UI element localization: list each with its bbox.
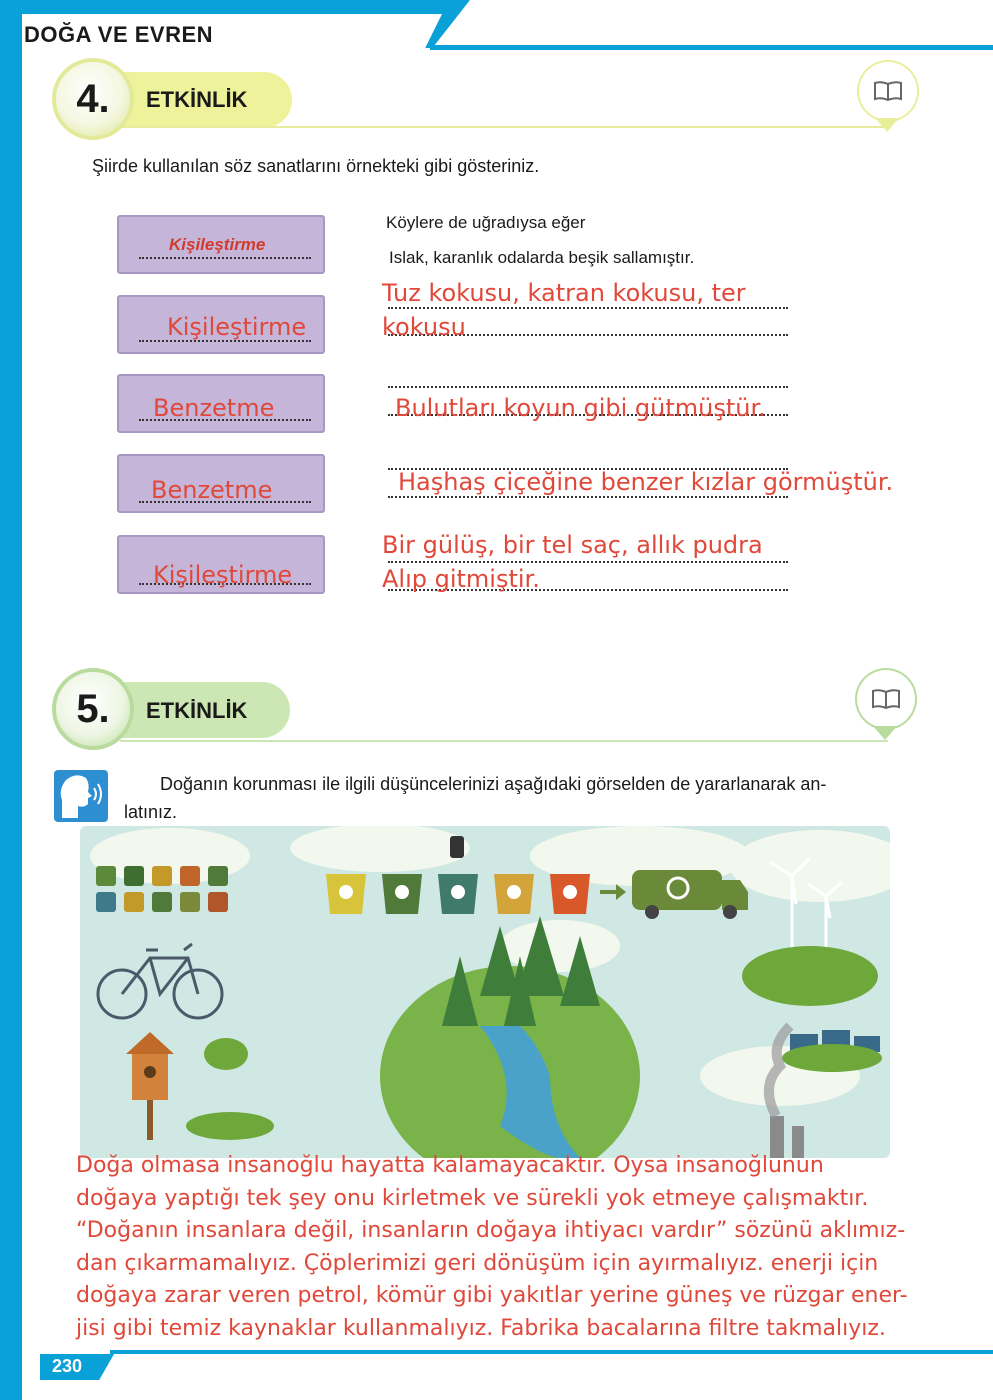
activity-4-number: 4. — [76, 76, 110, 121]
nature-protection-illustration — [80, 826, 890, 1158]
answer-line-6: jisi gibi temiz kaynaklar kullanmalıyız. Fabrika bacalarına filtre takmalıyız. — [76, 1315, 886, 1341]
answer-box-4 — [117, 535, 325, 594]
activity-5-instruction-1: Doğanın korunması ile ilgili düşüncelerinizi aşağıdaki görselden de yararlanarak an- — [160, 774, 827, 794]
row-4-dots-a — [388, 561, 788, 563]
speaking-head-icon — [54, 770, 108, 822]
activity-5-rule — [120, 740, 888, 742]
row-3-line-1: Haşhaş çiçeğine benzer kızlar görmüştür. — [398, 468, 894, 496]
row-3-dots-b — [388, 496, 788, 498]
row-2-dots-a — [388, 386, 788, 388]
activity-5-book-badge — [855, 668, 917, 730]
example-label-box — [117, 215, 325, 274]
page-number: 230 — [52, 1356, 83, 1376]
activity-5-number-badge — [52, 668, 134, 750]
footer-rule — [110, 1350, 993, 1354]
answer-box-2 — [117, 374, 325, 433]
answer-label-3: Benzetme — [151, 476, 273, 504]
left-border — [0, 0, 22, 1400]
bicycle-icon — [98, 944, 222, 1018]
birdhouse-icon — [126, 1032, 174, 1140]
activity-5-instruction-2: latınız. — [124, 802, 178, 822]
book-icon — [857, 670, 915, 728]
activity-5-answer — [76, 1150, 916, 1346]
example-line-2: Islak, karanlık odalarda beşik sallamıştır. — [389, 248, 695, 267]
answer-label-1: Kişileştirme — [167, 313, 307, 341]
book-icon — [859, 62, 917, 120]
unit-title: DOĞA VE EVREN — [24, 22, 214, 47]
answer-line-2: doğaya yaptığı tek şey onu kirletmek ve sürekli yok etmeye çalışmaktır. — [76, 1185, 869, 1211]
activity-5-badge-pointer — [873, 726, 897, 740]
activity-4-instruction: Şiirde kullanılan söz sanatlarını örnekteki gibi gösteriniz. — [92, 156, 540, 176]
answer-label-4: Kişileştirme — [153, 561, 293, 589]
row-2-line-1: Bulutları koyun gibi gütmüştür. — [395, 394, 766, 422]
example-label-dots — [139, 257, 311, 259]
answer-line-1: Doğa olmasa insanoğlu hayatta kalamayacaktır. Oysa insanoğlunun — [76, 1153, 824, 1178]
answer-box-1 — [117, 295, 325, 354]
activity-5-number: 5. — [76, 686, 110, 731]
answer-line-3: “Doğanın insanlara değil, insanların doğaya ihtiyacı vardır” sözünü aklımız- — [76, 1218, 906, 1244]
row-4-line-1: Bir gülüş, bir tel saç, allık pudra — [382, 531, 763, 559]
answer-line-4: dan çıkarmamalıyız. Çöplerimizi geri dönüşüm için ayırmalıyız. enerji için — [76, 1250, 879, 1276]
row-1-line-1: Tuz kokusu, katran kokusu, ter — [382, 279, 746, 307]
activity-5-label: ETKİNLİK — [146, 698, 248, 723]
activity-4-book-badge — [857, 60, 919, 122]
activity-4-badge-pointer — [875, 118, 899, 132]
answer-label-2: Benzetme — [153, 394, 275, 422]
example-label-text: Kişileştirme — [169, 235, 266, 254]
row-4-line-2: Alıp gitmiştir. — [382, 565, 540, 593]
answer-box-3 — [117, 454, 325, 513]
row-1-dots-a — [388, 307, 788, 309]
truck-icon — [632, 870, 748, 919]
activity-4-rule — [120, 126, 888, 128]
header-rule — [430, 45, 993, 50]
answer-line-5: doğaya zarar veren petrol, kömür gibi yakıtlar yerine güneş ve rüzgar ener- — [76, 1283, 908, 1309]
row-1-line-2: kokusu — [382, 313, 466, 341]
eco-icons-grid — [96, 866, 228, 912]
activity-4-number-badge — [52, 58, 134, 140]
activity-4-label: ETKİNLİK — [146, 87, 248, 112]
example-line-1: Köylere de uğradıysa eğer — [386, 213, 586, 232]
